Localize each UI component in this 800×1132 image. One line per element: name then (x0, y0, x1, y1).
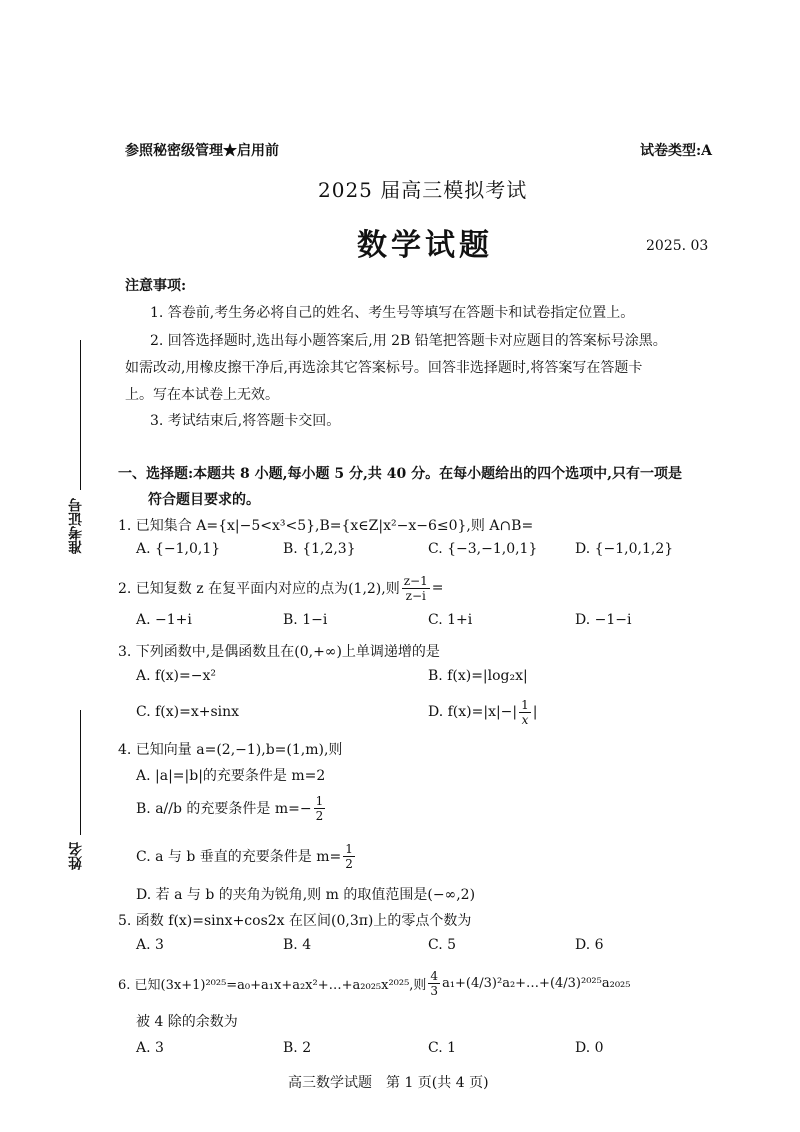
exam-name: 2025 届高三模拟考试 (318, 178, 528, 202)
q1-option-b: B. {1,2,3} (283, 541, 356, 557)
q1-option-a: A. {−1,0,1} (136, 541, 221, 557)
q4-option-c-num: 1 (345, 841, 353, 856)
q2-fraction-den: z−i (405, 588, 426, 603)
q4-option-c-den: 2 (345, 856, 353, 871)
q4-option-b (136, 790, 327, 826)
q4-option-c-pre: C. a 与 b 垂直的充要条件是 m= (136, 849, 342, 865)
q3-option-d-fraction (519, 698, 531, 727)
q2-fraction-num: z−1 (403, 573, 428, 588)
q3-option-d-den: x (521, 712, 529, 727)
q6-option-c: C. 1 (428, 1040, 457, 1056)
q6-option-b: B. 2 (283, 1040, 312, 1056)
q5-option-d: D. 6 (575, 937, 604, 953)
q3-option-d-pre: D. f(x)=|x|−| (428, 704, 518, 720)
q6-stem-row (118, 965, 630, 1001)
notes-heading: 注意事项: (125, 278, 187, 294)
q3-option-d-post: | (532, 704, 538, 720)
q6-fraction-num: 4 (430, 968, 439, 983)
notes-item-3: 3. 考试结束后,将答题卡交回。 (150, 413, 341, 429)
paper-type-label: 试卷类型:A (640, 143, 713, 159)
confidential-label: 参照秘密级管理★启用前 (125, 143, 279, 159)
q1-stem: 1. 已知集合 A={x|−5<x³<5},B={x∈Z|x²−x−6≤0},则 A∩B= (118, 518, 534, 534)
section1-line2: 符合题目要求的。 (148, 492, 260, 508)
q2-fraction (402, 574, 430, 603)
q6-fraction-den: 3 (430, 983, 439, 998)
subject-title: 数学试题 (357, 228, 493, 263)
q4-option-b-pre: B. a//b 的充要条件是 m=− (136, 801, 312, 817)
q5-option-a: A. 3 (136, 937, 164, 953)
q6-stem-line2: 被 4 除的余数为 (136, 1014, 238, 1030)
q4-option-a: A. |a|=|b|的充要条件是 m=2 (136, 768, 326, 784)
notes-item-1: 1. 答卷前,考生务必将自己的姓名、考生号等填写在答题卡和试卷指定位置上。 (150, 305, 635, 321)
page-footer: 高三数学试题 第 1 页(共 4 页) (288, 1075, 489, 1091)
q2-option-a: A. −1+i (136, 612, 192, 628)
q1-option-c: C. {−3,−1,0,1} (428, 541, 538, 557)
notes-item-2b: 如需改动,用橡皮擦干净后,再选涂其它答案标号。回答非选择题时,将答案写在答题卡 (125, 360, 643, 376)
q2-stem-row (118, 570, 443, 606)
q4-option-d: D. 若 a 与 b 的夹角为锐角,则 m 的取值范围是(−∞,2) (136, 887, 476, 903)
q4-option-b-den: 2 (315, 808, 324, 823)
q4-stem: 4. 已知向量 a=(2,−1),b=(1,m),则 (118, 742, 343, 758)
q2-option-c: C. 1+i (428, 612, 473, 628)
q4-option-b-num: 1 (315, 793, 324, 808)
q3-option-d (428, 694, 538, 730)
q3-option-a: A. f(x)=−x² (136, 668, 216, 684)
q2-tail: = (431, 580, 444, 596)
name-label: 姓名 (68, 842, 84, 870)
q4-option-c-fraction (343, 842, 355, 871)
q6-option-d: D. 0 (575, 1040, 604, 1056)
q4-option-b-fraction (314, 794, 326, 823)
exam-id-label: 准考证号 (68, 498, 84, 554)
q1-option-d: D. {−1,0,1,2} (575, 541, 674, 557)
q5-option-c: C. 5 (428, 937, 457, 953)
q2-option-d: D. −1−i (575, 612, 632, 628)
q3-stem: 3. 下列函数中,是偶函数且在(0,+∞)上单调递增的是 (118, 644, 440, 660)
name-line (80, 710, 81, 835)
exam-id-line (80, 340, 81, 490)
q2-option-b: B. 1−i (283, 612, 328, 628)
q6-stem-pre: 6. 已知(3x+1)²⁰²⁵=a₀+a₁x+a₂x²+…+a₂₀₂₅x²⁰²⁵,则 (118, 977, 427, 993)
notes-item-2a: 2. 回答选择题时,选出每小题答案后,用 2B 铅笔把答题卡对应题目的答案标号涂黑。 (150, 333, 667, 349)
q4-option-c (136, 838, 357, 874)
q3-option-d-num: 1 (521, 697, 529, 712)
exam-date: 2025. 03 (646, 238, 709, 254)
q6-option-a: A. 3 (136, 1040, 164, 1056)
q6-stem-mid: a₁+(4/3)²a₂+…+(4/3)²⁰²⁵a₂₀₂₅ (442, 975, 631, 991)
q5-stem: 5. 函数 f(x)=sinx+cos2x 在区间(0,3π)上的零点个数为 (118, 913, 472, 929)
q5-option-b: B. 4 (283, 937, 312, 953)
q2-stem: 2. 已知复数 z 在复平面内对应的点为(1,2),则 (118, 581, 400, 597)
notes-item-2c: 上。写在本试卷上无效。 (125, 387, 279, 403)
q3-option-b: B. f(x)=|log₂x| (428, 668, 528, 684)
q3-option-c: C. f(x)=x+sinx (136, 704, 240, 720)
section1-line1: 一、选择题:本题共 8 小题,每小题 5 分,共 40 分。在每小题给出的四个选项中,只有一项是 (118, 466, 682, 482)
q6-fraction (428, 969, 440, 998)
